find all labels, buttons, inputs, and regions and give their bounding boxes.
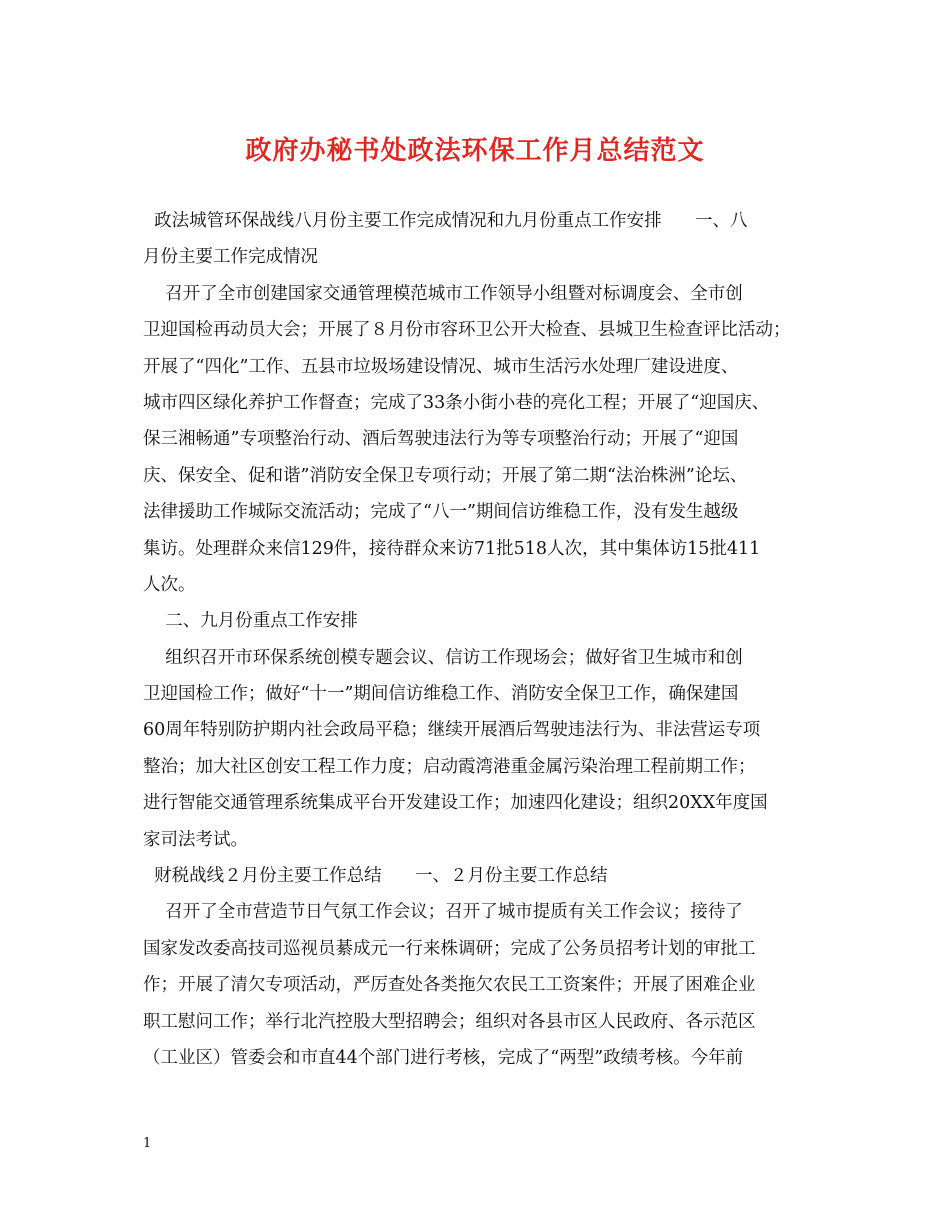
body-line: 庆、保安全、促和谐”消防安全保卫专项行动；开展了第二期“法治株洲”论坛、 xyxy=(143,465,748,486)
body-line: 城市四区绿化养护工作督查；完成了33条小街小巷的亮化工程；开展了“迎国庆、 xyxy=(143,392,770,413)
section-heading: 二、九月份重点工作安排 xyxy=(143,611,358,632)
body-line: 召开了全市营造节日气氛工作会议；召开了城市提质有关工作会议；接待了 xyxy=(143,902,743,923)
body-line: 家司法考试。 xyxy=(143,829,248,850)
body-line: 卫迎国检再动员大会；开展了８月份市容环卫公开大检查、县城卫生检查评比活动； xyxy=(143,320,791,341)
body-line: 召开了全市创建国家交通管理模范城市工作领导小组暨对标调度会、全市创 xyxy=(143,283,743,304)
body-line: 整治；加大社区创安工程工作力度；启动霞湾港重金属污染治理工程前期工作； xyxy=(143,756,756,777)
body-line: 集访。处理群众来信129件，接待群众来访71批518人次，其中集体访15批411 xyxy=(143,538,761,559)
body-line: 组织召开市环保系统创模专题会议、信访工作现场会；做好省卫生城市和创 xyxy=(143,647,743,668)
body-line: 进行智能交通管理系统集成平台开发建设工作；加速四化建设；组织20XX年度国 xyxy=(143,793,768,814)
body-line: （工业区）管委会和市直44个部门进行考核，完成了“两型”政绩考核。今年前 xyxy=(143,1047,744,1068)
body-line: 开展了“四化”工作、五县市垃圾场建设情况、城市生活污水处理厂建设进度、 xyxy=(143,356,739,377)
body-line: 保三湘畅通”专项整治行动、酒后驾驶违法行为等专项整治行动；开展了“迎国 xyxy=(143,429,739,450)
document-title: 政府办秘书处政法环保工作月总结范文 xyxy=(245,136,705,166)
body-line: 人次。 xyxy=(143,574,196,595)
body-line: 月份主要工作完成情况 xyxy=(143,247,318,268)
section-heading: 财税战线２月份主要工作总结 一、２月份主要工作总结 xyxy=(143,866,608,887)
body-line: 60周年特别防护期内社会政局平稳；继续开展酒后驾驶违法行为、非法营运专项 xyxy=(143,720,761,741)
page-number: 1 xyxy=(143,1136,152,1151)
body-line: 国家发改委高技司巡视员綦成元一行来株调研；完成了公务员招考计划的审批工 xyxy=(143,938,756,959)
body-line: 卫迎国检工作；做好“十一”期间信访维稳工作、消防安全保卫工作，确保建国 xyxy=(143,684,739,705)
document-body xyxy=(143,203,813,1076)
body-line: 作；开展了清欠专项活动，严厉查处各类拖欠农民工工资案件；开展了困难企业 xyxy=(143,975,756,996)
body-line: 政法城管环保战线八月份主要工作完成情况和九月份重点工作安排 一、八 xyxy=(143,211,748,231)
body-line: 职工慰问工作；举行北汽控股大型招聘会；组织对各县市区人民政府、各示范区 xyxy=(143,1011,756,1032)
body-line: 法律援助工作城际交流活动；完成了“八一”期间信访维稳工作，没有发生越级 xyxy=(143,502,739,523)
